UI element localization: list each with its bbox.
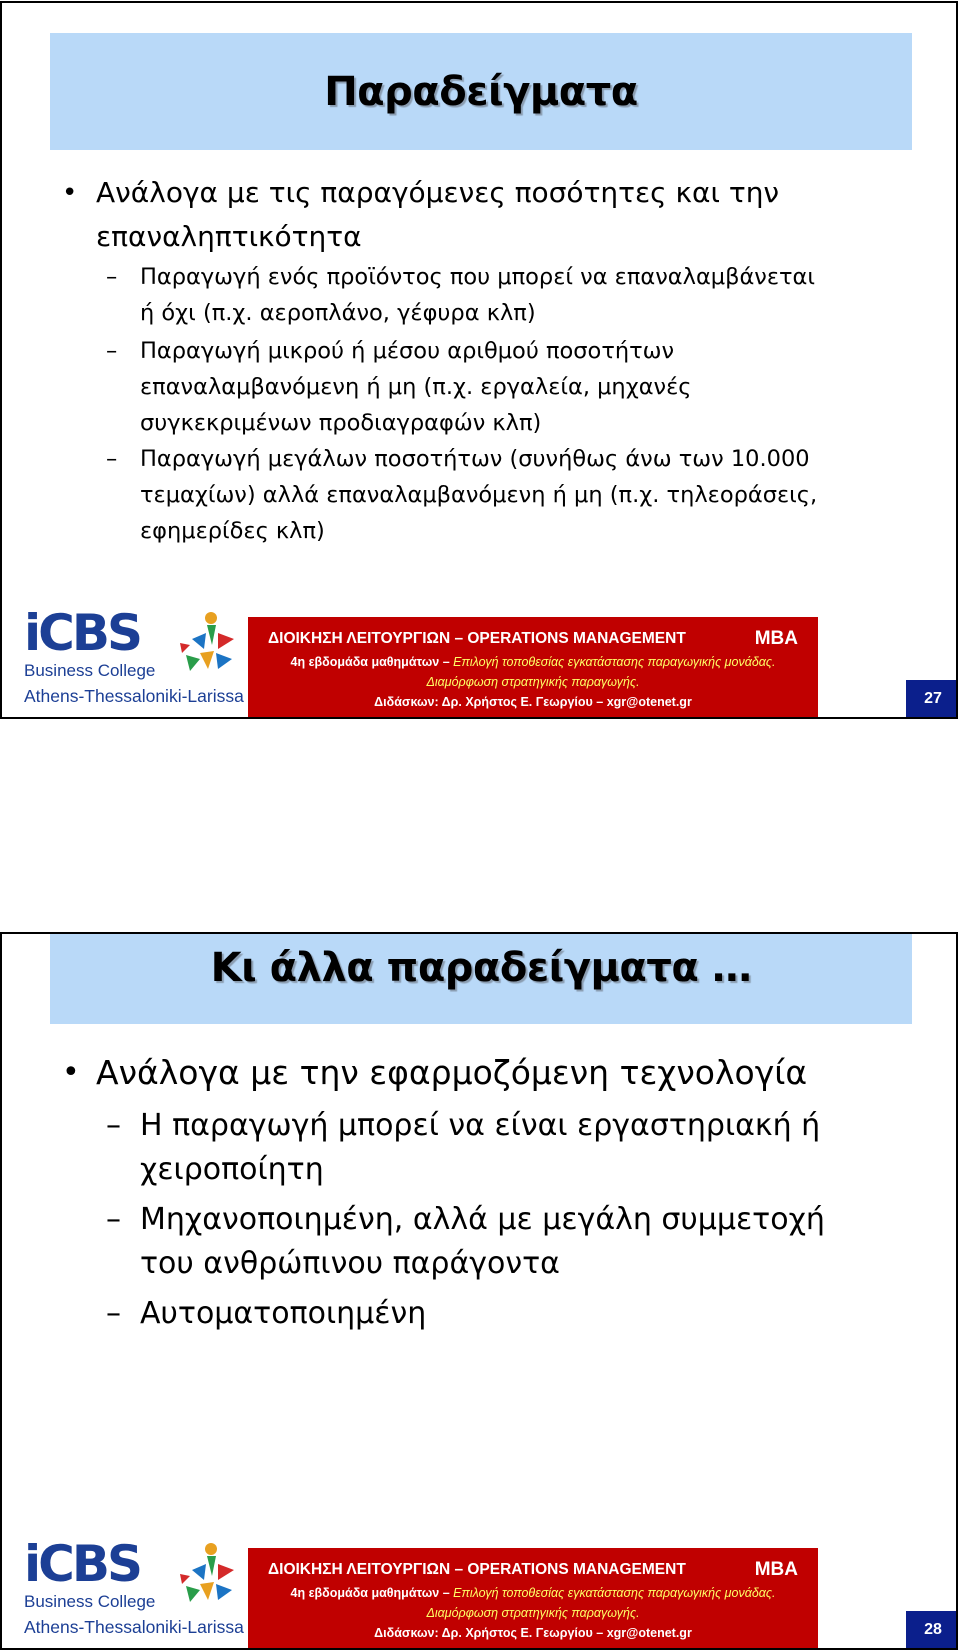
logo-mark-icon xyxy=(172,1540,242,1612)
dash-icon: – xyxy=(106,1202,121,1237)
bullet-icon: • xyxy=(62,1055,80,1090)
slide-27 xyxy=(0,1,958,719)
program-label: MBA xyxy=(754,1559,798,1580)
sub-item xyxy=(106,1292,906,1336)
page-number: 28 xyxy=(906,1611,958,1648)
sub-item-text: Αυτοματοποιημένη xyxy=(140,1296,427,1331)
course-title: ΔΙΟΙΚΗΣΗ ΛΕΙΤΟΥΡΓΙΩΝ – OPERATIONS MANAGEMENT xyxy=(268,630,686,647)
dash-icon: – xyxy=(106,264,118,290)
bullet-icon: • xyxy=(62,178,78,208)
slide-28 xyxy=(0,932,958,1650)
week-line: 4η εβδομάδα μαθημάτων – Επιλογή τοποθεσίας εγκατάστασης παραγωγικής μονάδας. xyxy=(290,655,776,669)
sub-item-text: Παραγωγή μικρού ή μέσου αριθμού ποσοτήτων επαναλαμβανόμενη ή μη (π.χ. εργαλεία, μηχανές συγκεκριμένων προδιαγραφών κλπ) xyxy=(140,338,692,436)
dash-icon: – xyxy=(106,1296,121,1331)
logo-subtitle: Business College xyxy=(24,1592,156,1611)
bullet-item xyxy=(62,171,922,259)
logo-wordmark: iCBS xyxy=(24,1535,140,1593)
sub-item xyxy=(106,441,906,549)
sub-item-text: Μηχανοποιημένη, αλλά με μεγάλη συμμετοχή του ανθρώπινου παράγοντα xyxy=(140,1202,825,1281)
sub-item xyxy=(106,1104,906,1192)
slide-footer xyxy=(2,1528,958,1648)
sub-item-text: Παραγωγή μεγάλων ποσοτήτων (συνήθως άνω των 10.000 τεμαχίων) αλλά επαναλαμβανόμενη ή μη (π.χ. τηλεοράσεις, εφημερίδες κλπ) xyxy=(140,446,818,544)
logo-cities: Athens-Thessaloniki-Larissa xyxy=(24,686,244,706)
course-band xyxy=(248,1548,818,1648)
sub-item xyxy=(106,259,906,331)
sub-item xyxy=(106,1198,906,1286)
sub-item-text: Παραγωγή ενός προϊόντος που μπορεί να επαναλαμβάνεται ή όχι (π.χ. αεροπλάνο, γέφυρα κλπ) xyxy=(140,264,815,326)
slide-title-box xyxy=(50,33,912,150)
topic-line: Διαμόρφωση στρατηγικής παραγωγής. xyxy=(426,675,640,689)
logo-wordmark: iCBS xyxy=(24,604,140,662)
week-line: 4η εβδομάδα μαθημάτων – Επιλογή τοποθεσίας εγκατάστασης παραγωγικής μονάδας. xyxy=(290,1586,776,1600)
logo-subtitle: Business College xyxy=(24,661,156,680)
program-label: MBA xyxy=(754,628,798,649)
slide-title: Παραδείγματα xyxy=(324,68,638,115)
instructor-line: Διδάσκων: Δρ. Χρήστος Ε. Γεωργίου – xgr@otenet.gr xyxy=(374,1626,692,1640)
instructor-line: Διδάσκων: Δρ. Χρήστος Ε. Γεωργίου – xgr@otenet.gr xyxy=(374,695,692,709)
course-title: ΔΙΟΙΚΗΣΗ ΛΕΙΤΟΥΡΓΙΩΝ – OPERATIONS MANAGEMENT xyxy=(268,1561,686,1578)
sub-item-text: Η παραγωγή μπορεί να είναι εργαστηριακή ή χειροποίητη xyxy=(140,1108,821,1187)
topic-line: Διαμόρφωση στρατηγικής παραγωγής. xyxy=(426,1606,640,1620)
course-band xyxy=(248,617,818,717)
slide-title: Κι άλλα παραδείγματα … xyxy=(210,945,752,991)
dash-icon: – xyxy=(106,446,118,472)
dash-icon: – xyxy=(106,338,118,364)
icbs-logo xyxy=(22,1535,244,1641)
bullet-item xyxy=(62,1050,922,1096)
logo-mark-icon xyxy=(172,609,242,681)
logo-cities: Athens-Thessaloniki-Larissa xyxy=(24,1617,244,1637)
bullet-text: Ανάλογα με τις παραγόμενες ποσότητες και την επαναληπτικότητα xyxy=(96,176,780,253)
slide-title-box xyxy=(50,932,912,1024)
dash-icon: – xyxy=(106,1108,121,1143)
icbs-logo xyxy=(22,604,244,710)
slide-footer xyxy=(2,597,958,717)
bullet-text: Ανάλογα με την εφαρμοζόμενη τεχνολογία xyxy=(96,1053,808,1092)
page-number: 27 xyxy=(906,680,958,717)
sub-item xyxy=(106,333,906,441)
